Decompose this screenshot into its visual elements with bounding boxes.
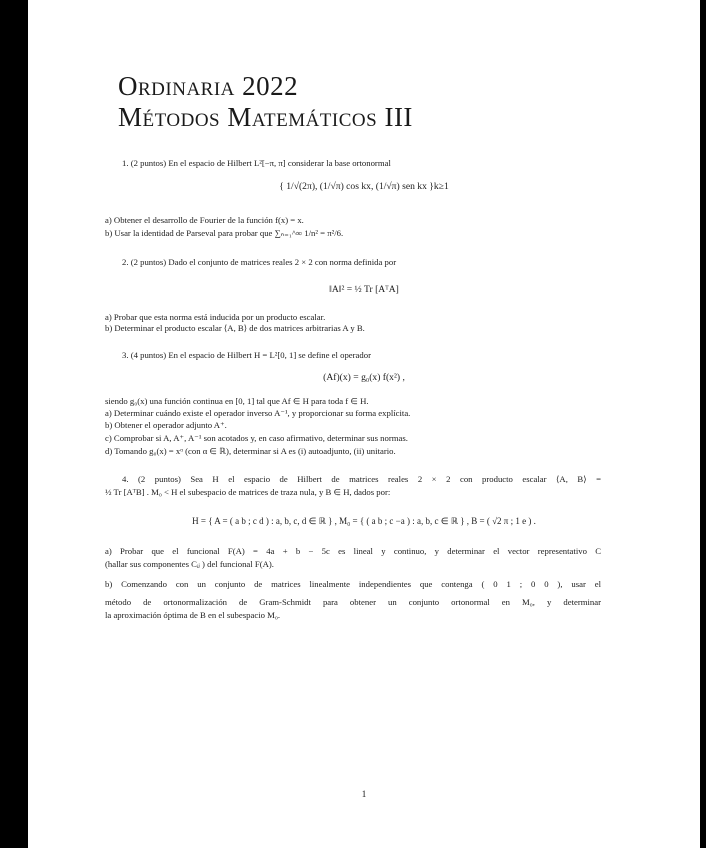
problem-4-statement: 4. (2 puntos) Sea H el espacio de Hilbert de matrices reales 2 × 2 con producto escalar ⟨A, B⟩ = bbox=[122, 474, 601, 484]
title-line-1: Ordinaria 2022 bbox=[118, 71, 299, 101]
problem-1-statement: 1. (2 puntos) En el espacio de Hilbert L²[−π, π] considerar la base ortonormal bbox=[122, 158, 391, 168]
problem-4-part-b-cont: método de ortonormalización de Gram-Schmidt para obtener un conjunto ortonormal en M₀, y determinar bbox=[105, 597, 601, 607]
title-line-2: Métodos Matemáticos III bbox=[118, 102, 413, 132]
problem-4-definitions-equation: H = { A = ( a b ; c d ) : a, b, c, d ∈ ℝ } , M₀ = { ( a b ; c −a ) : a, b, c ∈ ℝ } , B = ( √2 π ; 1 e ) . bbox=[192, 516, 536, 526]
problem-1-part-b: b) Usar la identidad de Parseval para probar que ∑ₙ₌₁^∞ 1/n² = π²/6. bbox=[105, 228, 344, 238]
problem-2-statement: 2. (2 puntos) Dado el conjunto de matrices reales 2 × 2 con norma definida por bbox=[122, 257, 397, 267]
problem-4-statement-cont: ½ Tr [AᵀB] . M₀ < H el subespacio de matrices de traza nula, y B ∈ H, dados por: bbox=[105, 487, 391, 497]
problem-3-part-d: d) Tomando g₀(x) = xᵅ (con α ∈ ℝ), determinar si A es (i) autoadjunto, (ii) unitario. bbox=[105, 446, 396, 456]
problem-3-operator-equation: (Af)(x) = g₀(x) f(x²) , bbox=[323, 372, 405, 383]
problem-4-part-a: a) Probar que el funcional F(A) = 4a + b − 5c es lineal y continuo, y determinar el vector representativo C bbox=[105, 546, 601, 556]
problem-3-condition: siendo g₀(x) una función continua en [0, 1] tal que Af ∈ H para toda f ∈ H. bbox=[105, 396, 369, 406]
problem-3-part-c: c) Comprobar si A, A⁺, A⁻¹ son acotados y, en caso afirmativo, determinar sus normas. bbox=[105, 433, 408, 443]
problem-1-part-a: a) Obtener el desarrollo de Fourier de la función f(x) = x. bbox=[105, 215, 304, 225]
page-number: 1 bbox=[361, 789, 367, 799]
problem-2-norm-equation: ‖A‖² = ½ Tr [AᵀA] bbox=[329, 284, 399, 295]
problem-4-part-b-end: la aproximación óptima de B en el subespacio M₀. bbox=[105, 610, 281, 620]
exam-page bbox=[28, 0, 700, 848]
problem-3-part-b: b) Obtener el operador adjunto A⁺. bbox=[105, 420, 227, 430]
problem-3-part-a: a) Determinar cuándo existe el operador inverso A⁻¹, y proporcionar su forma explícita. bbox=[105, 408, 411, 418]
problem-4-part-a-cont: (hallar sus componentes Cᵢⱼ ) del funcional F(A). bbox=[105, 559, 274, 569]
problem-2-part-b: b) Determinar el producto escalar ⟨A, B⟩ de dos matrices arbitrarias A y B. bbox=[105, 323, 365, 333]
problem-2-part-a: a) Probar que esta norma está inducida por un producto escalar. bbox=[105, 312, 326, 322]
problem-3-statement: 3. (4 puntos) En el espacio de Hilbert H = L²[0, 1] se define el operador bbox=[122, 350, 371, 360]
problem-4-part-b: b) Comenzando con un conjunto de matrices linealmente independientes que contenga ( 0 1 ; 0 0 ), usar el bbox=[105, 579, 601, 589]
problem-1-basis-equation: { 1/√(2π), (1/√π) cos kx, (1/√π) sen kx }k≥1 bbox=[279, 181, 449, 192]
